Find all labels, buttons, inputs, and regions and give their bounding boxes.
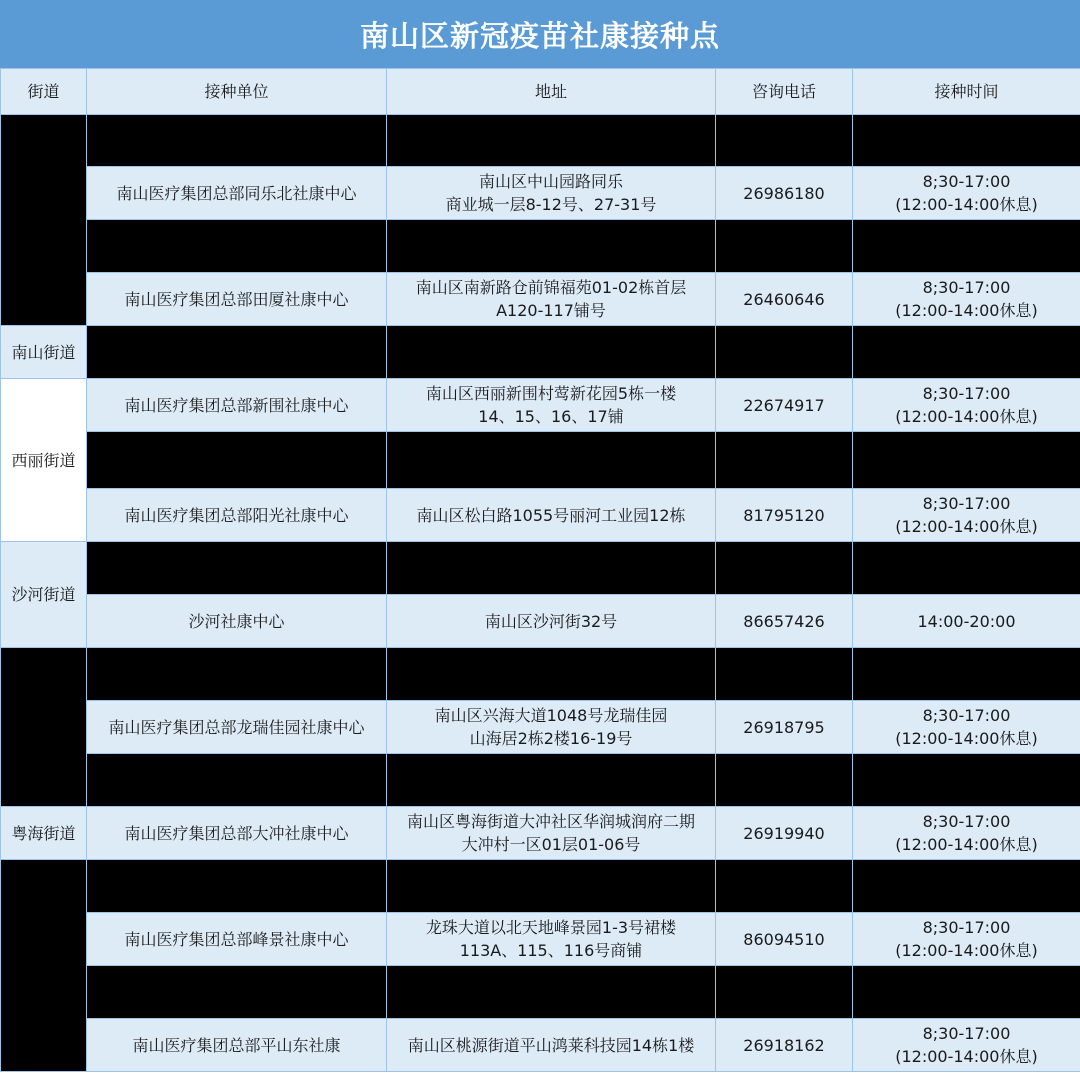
redacted-cell (87, 220, 387, 273)
redacted-cell (87, 542, 387, 595)
table-row-redacted (1, 326, 1080, 379)
header-address: 地址 (387, 69, 716, 115)
table-row (1, 489, 1080, 542)
redacted-cell (716, 115, 853, 167)
header-unit: 接种单位 (87, 69, 387, 115)
phone-cell: 26918162 (716, 1019, 853, 1072)
address-line: 14、15、16、17铺 (478, 407, 624, 426)
address-line: 南山区南新路仓前锦福苑01-02栋首层 (415, 278, 687, 297)
time-line: 8;30-17:00 (922, 278, 1011, 297)
unit-cell: 南山医疗集团总部大冲社康中心 (87, 807, 387, 860)
redacted-cell (87, 648, 387, 701)
time-line: (12:00-14:00休息) (895, 729, 1038, 748)
redacted-cell (387, 326, 716, 379)
header-time: 接种时间 (853, 69, 1080, 115)
unit-cell: 南山医疗集团总部龙瑞佳园社康中心 (87, 701, 387, 754)
redacted-cell (87, 432, 387, 489)
redacted-cell (853, 115, 1080, 167)
address-line: 南山区桃源街道平山鸿莱科技园14栋1楼 (407, 1035, 695, 1055)
time-cell (853, 595, 1080, 648)
redacted-cell (716, 648, 853, 701)
redacted-cell (853, 326, 1080, 379)
street-cell-redacted (1, 860, 87, 1072)
redacted-cell (387, 542, 716, 595)
phone-cell: 26986180 (716, 167, 853, 220)
time-cell (853, 489, 1080, 542)
time-line: 8;30-17:00 (922, 172, 1011, 191)
time-line: (12:00-14:00休息) (895, 195, 1038, 214)
street-cell-xili: 西丽街道 (1, 379, 87, 542)
header-row (1, 69, 1080, 115)
phone-cell: 26460646 (716, 273, 853, 326)
redacted-cell (387, 754, 716, 807)
table-row-redacted (1, 754, 1080, 807)
table-row (1, 273, 1080, 326)
street-cell-shahe: 沙河街道 (1, 542, 87, 648)
redacted-cell (87, 326, 387, 379)
header-phone: 咨询电话 (716, 69, 853, 115)
phone-cell: 26919940 (716, 807, 853, 860)
address-cell (387, 379, 716, 432)
redacted-cell (853, 542, 1080, 595)
time-cell (853, 379, 1080, 432)
table-row (1, 913, 1080, 966)
time-line: 8;30-17:00 (922, 1024, 1011, 1043)
address-line: 南山区西丽新围村莺新花园5栋一楼 (425, 384, 677, 403)
address-line: 山海居2栋2楼16-19号 (469, 729, 633, 748)
redacted-cell (87, 966, 387, 1019)
redacted-cell (87, 115, 387, 167)
street-cell-redacted (1, 115, 87, 326)
address-line: 龙珠大道以北天地峰景园1-3号裙楼 (425, 918, 677, 937)
phone-cell: 26918795 (716, 701, 853, 754)
redacted-cell (853, 754, 1080, 807)
time-cell (853, 273, 1080, 326)
redacted-cell (387, 966, 716, 1019)
unit-cell: 南山医疗集团总部平山东社康 (87, 1019, 387, 1072)
phone-cell: 86657426 (716, 595, 853, 648)
address-cell (387, 1019, 716, 1072)
time-cell (853, 701, 1080, 754)
time-line: 14:00-20:00 (917, 611, 1016, 631)
street-cell-yuehai: 粤海街道 (1, 807, 87, 860)
redacted-cell (387, 648, 716, 701)
table-row-redacted (1, 432, 1080, 489)
table-row-redacted (1, 542, 1080, 595)
address-cell (387, 913, 716, 966)
redacted-cell (853, 220, 1080, 273)
redacted-cell (716, 220, 853, 273)
time-line: (12:00-14:00休息) (895, 407, 1038, 426)
redacted-cell (716, 860, 853, 913)
time-line: 8;30-17:00 (922, 706, 1011, 725)
redacted-cell (716, 326, 853, 379)
address-cell (387, 167, 716, 220)
time-line: 8;30-17:00 (922, 384, 1011, 403)
redacted-cell (853, 432, 1080, 489)
redacted-cell (716, 542, 853, 595)
address-cell (387, 489, 716, 542)
table-row (1, 807, 1080, 860)
redacted-cell (387, 860, 716, 913)
redacted-cell (387, 432, 716, 489)
redacted-cell (87, 860, 387, 913)
redacted-cell (87, 754, 387, 807)
phone-cell: 86094510 (716, 913, 853, 966)
table-row-redacted (1, 220, 1080, 273)
address-line: A120-117铺号 (496, 301, 606, 320)
unit-cell: 南山医疗集团总部阳光社康中心 (87, 489, 387, 542)
address-line: 113A、115、116号商铺 (459, 941, 643, 960)
time-cell (853, 167, 1080, 220)
redacted-cell (853, 648, 1080, 701)
unit-cell: 沙河社康中心 (87, 595, 387, 648)
time-cell (853, 1019, 1080, 1072)
address-line: 商业城一层8-12号、27-31号 (445, 195, 657, 214)
table-row-redacted (1, 115, 1080, 167)
address-cell (387, 273, 716, 326)
table-row (1, 1019, 1080, 1072)
vaccination-table (0, 68, 1080, 1072)
address-line: 南山区粤海街道大冲社区华润城润府二期 (406, 812, 695, 831)
redacted-cell (853, 860, 1080, 913)
time-line: (12:00-14:00休息) (895, 301, 1038, 320)
address-line: 南山区兴海大道1048号龙瑞佳园 (434, 706, 668, 725)
redacted-cell (387, 115, 716, 167)
unit-cell: 南山医疗集团总部新围社康中心 (87, 379, 387, 432)
table-row (1, 379, 1080, 432)
table-row (1, 595, 1080, 648)
table-row-redacted (1, 648, 1080, 701)
unit-cell: 南山医疗集团总部峰景社康中心 (87, 913, 387, 966)
table-row-redacted (1, 860, 1080, 913)
redacted-cell (716, 966, 853, 1019)
redacted-cell (716, 432, 853, 489)
phone-cell: 81795120 (716, 489, 853, 542)
address-line: 大冲村一区01层01-06号 (461, 835, 641, 854)
address-cell (387, 595, 716, 648)
street-cell-redacted (1, 648, 87, 807)
unit-cell: 南山医疗集团总部同乐北社康中心 (87, 167, 387, 220)
table-row-redacted (1, 966, 1080, 1019)
unit-cell: 南山医疗集团总部田厦社康中心 (87, 273, 387, 326)
time-line: (12:00-14:00休息) (895, 835, 1038, 854)
address-line: 南山区松白路1055号丽河工业园12栋 (416, 505, 686, 525)
time-line: (12:00-14:00休息) (895, 1047, 1038, 1066)
time-line: 8;30-17:00 (922, 918, 1011, 937)
redacted-cell (387, 220, 716, 273)
phone-cell: 22674917 (716, 379, 853, 432)
street-cell-nanshan: 南山街道 (1, 326, 87, 379)
time-line: (12:00-14:00休息) (895, 517, 1038, 536)
address-cell (387, 807, 716, 860)
time-line: 8;30-17:00 (922, 494, 1011, 513)
time-line: (12:00-14:00休息) (895, 941, 1038, 960)
time-line: 8;30-17:00 (922, 812, 1011, 831)
redacted-cell (716, 754, 853, 807)
time-cell (853, 807, 1080, 860)
table-row (1, 701, 1080, 754)
sheet-title: 南山区新冠疫苗社康接种点 (0, 0, 1080, 68)
table-row (1, 167, 1080, 220)
header-street: 街道 (1, 69, 87, 115)
time-cell (853, 913, 1080, 966)
redacted-cell (853, 966, 1080, 1019)
address-line: 南山区沙河街32号 (484, 611, 618, 631)
address-cell (387, 701, 716, 754)
address-line: 南山区中山园路同乐 (478, 172, 623, 191)
